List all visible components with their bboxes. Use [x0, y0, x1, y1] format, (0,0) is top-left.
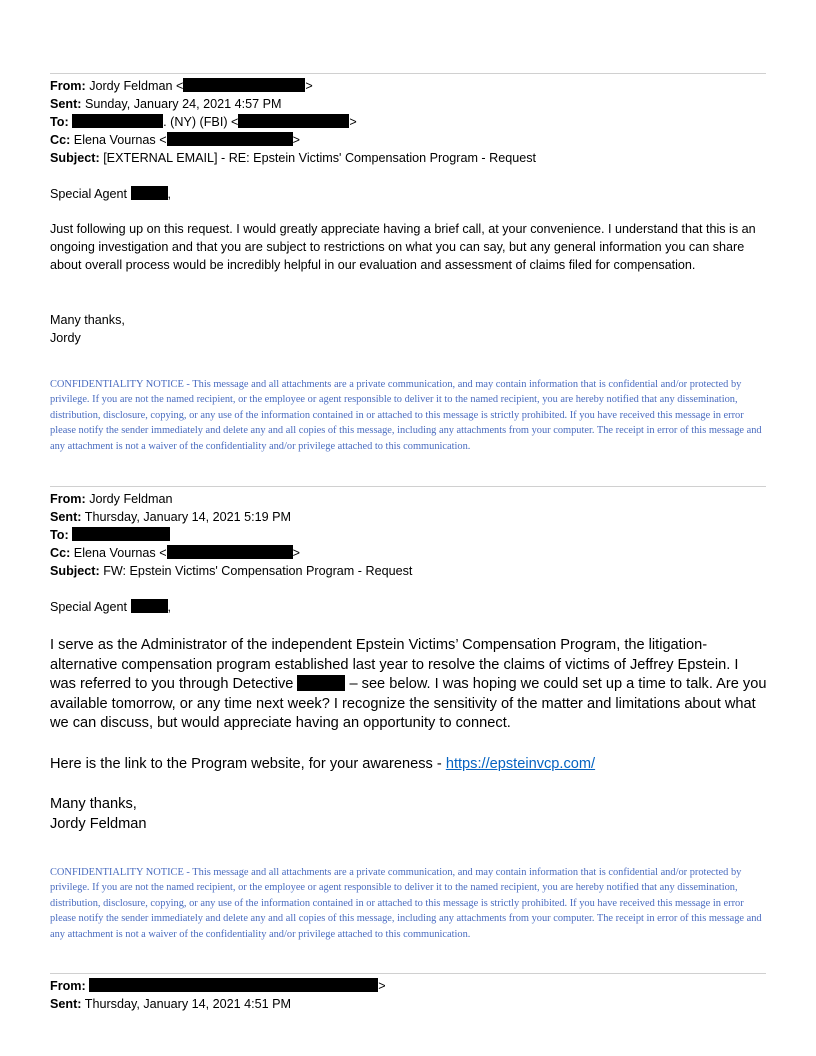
comma: , — [167, 600, 172, 614]
website-line — [50, 755, 770, 775]
program-website-link[interactable]: https://epsteinvcp.com/ — [445, 756, 596, 772]
bracket: > — [349, 115, 357, 129]
closing: Many thanks, — [50, 313, 125, 327]
redaction — [183, 78, 305, 92]
bracket: > — [305, 79, 313, 93]
redaction — [167, 545, 293, 559]
cc-value: Elena Vournas < — [73, 546, 167, 560]
email2-header — [50, 490, 770, 580]
subject-value: [EXTERNAL EMAIL] - RE: Epstein Victims' Compensation Program - Request — [103, 151, 537, 165]
salutation: Special Agent — [50, 187, 131, 201]
subject-label: Subject: — [50, 151, 100, 165]
bracket: > — [378, 979, 386, 993]
confidentiality-notice: CONFIDENTIALITY NOTICE - This message and all attachments are a private communication, and may contain information that is confidential and/or protected by privilege. If you are not the named recipient, or the employee or agent responsible to deliver it to the named recipient, you are hereby notified that any dissemination, distribution, disclosure, copying, or any use of the information contained in or attached to this message is strictly prohibited. If you have received this message in error please notify the sender immediately and delete any and all copies of this message, including any attachments from your computer. The receipt in error of this message and any attachment is not a waiver of the confidentiality and/or privilege attached to this communication. — [50, 379, 762, 452]
subject-value: FW: Epstein Victims' Compensation Program - Request — [103, 564, 413, 578]
salutation: Special Agent — [50, 600, 131, 614]
cc-value: Elena Vournas < — [73, 133, 167, 147]
bracket: > — [292, 546, 300, 560]
comma: , — [167, 187, 172, 201]
email1-closing — [50, 311, 770, 347]
email1-salutation — [50, 185, 770, 203]
from-value: Jordy Feldman < — [89, 79, 184, 93]
subject-label: Subject: — [50, 564, 100, 578]
email1-paragraph: Just following up on this request. I would greatly appreciate having a brief call, at your convenience. I understand that this is an ongoing investigation and that you are subject to restrictions on what you can say, but any general information you can share about overall process would be incredibly helpful in our evaluation and assessment of claims filed for compensation. — [50, 222, 756, 273]
closing: Many thanks, — [50, 796, 137, 812]
to-label: To: — [50, 115, 69, 129]
redaction — [131, 599, 168, 613]
sent-value: Sunday, January 24, 2021 4:57 PM — [84, 97, 282, 111]
sent-label: Sent: — [50, 997, 82, 1011]
to-value: . (NY) (FBI) < — [163, 115, 239, 129]
email2-closing — [50, 795, 770, 834]
divider — [50, 486, 766, 487]
bracket: > — [292, 133, 300, 147]
divider — [50, 973, 766, 974]
paragraph-text: – see below. I was hoping we could set up a time to talk. Are you available tomorrow, or any time next week? I recognize the sensitivity of the matter and limitations about what we can discuss, but would appreciate having an opportunity to connect. — [50, 676, 767, 732]
redaction — [167, 132, 293, 146]
paragraph-text: I serve as the Administrator of the independent Epstein Victims’ Compensation Program, the litigation-alternative compensation program established last year to resolve the claims of victims of Jeffrey Epstein. I was referred to you through Detective — [50, 637, 739, 693]
website-text: Here is the link to the Program website, for your awareness - — [50, 756, 446, 772]
from-label: From: — [50, 492, 86, 506]
from-value: Jordy Feldman — [89, 492, 173, 506]
redaction — [297, 675, 345, 691]
sent-value: Thursday, January 14, 2021 5:19 PM — [84, 510, 292, 524]
sent-label: Sent: — [50, 97, 82, 111]
redaction — [72, 527, 170, 541]
sent-label: Sent: — [50, 510, 82, 524]
to-label: To: — [50, 528, 69, 542]
from-label: From: — [50, 979, 86, 993]
signature: Jordy — [50, 331, 81, 346]
confidentiality-notice: CONFIDENTIALITY NOTICE - This message and all attachments are a private communication, and may contain information that is confidential and/or protected by privilege. If you are not the named recipient, or the employee or agent responsible to deliver it to the named recipient, you are hereby notified that any dissemination, distribution, disclosure, copying, or any use of the information contained in or attached to this message is strictly prohibited. If you have received this message in error please notify the sender immediately and delete any and all copies of this message, including any attachments from your computer. The receipt in error of this message and any attachment is not a waiver of the confidentiality and/or privilege attached to this communication. — [50, 867, 762, 940]
from-label: From: — [50, 79, 86, 93]
redaction — [131, 186, 168, 200]
divider — [50, 73, 766, 74]
redaction — [238, 114, 349, 128]
email2-salutation — [50, 598, 770, 616]
cc-label: Cc: — [50, 133, 71, 147]
cc-label: Cc: — [50, 546, 71, 560]
email2-paragraph — [50, 636, 768, 734]
email3-header — [50, 977, 770, 1013]
sent-value: Thursday, January 14, 2021 4:51 PM — [84, 997, 292, 1011]
redaction — [89, 978, 378, 992]
signature: Jordy Feldman — [50, 815, 147, 832]
email1-header — [50, 77, 770, 167]
redaction — [72, 114, 163, 128]
